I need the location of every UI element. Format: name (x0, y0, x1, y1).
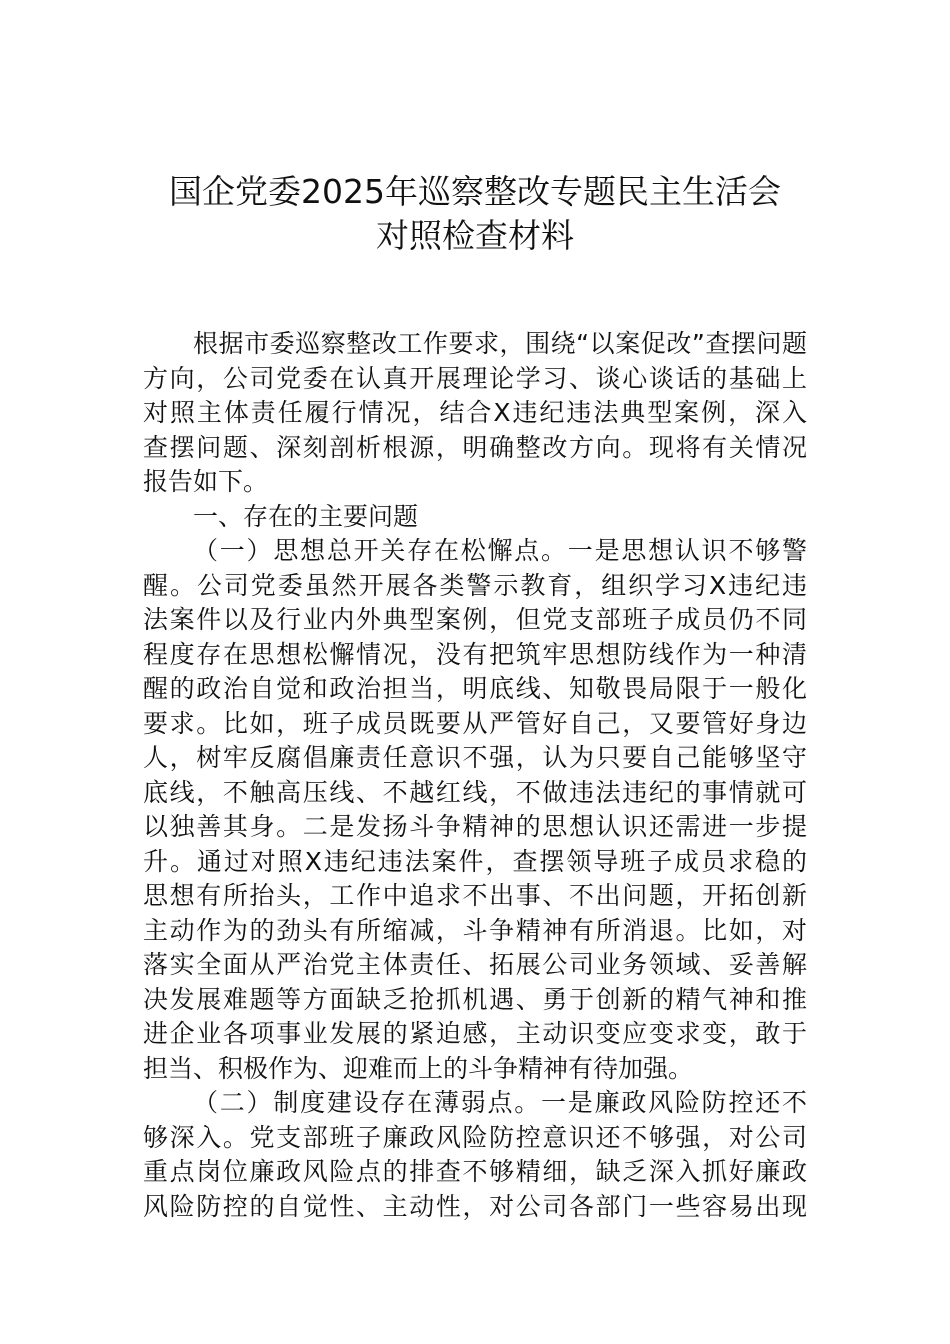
body-text-line: 查摆问题、深刻剖析根源，明确整改方向。现将有关情况 (143, 432, 807, 462)
section-heading: 一、存在的主要问题 (193, 501, 419, 531)
body-text-line: 够深入。党支部班子廉政风险防控意识还不够强，对公司 (143, 1122, 807, 1152)
body-text-line: 报告如下。 (143, 467, 269, 496)
body-text-line: 升。通过对照X违纪违法案件，查摆领导班子成员求稳的 (143, 846, 807, 876)
body-text-line: 醒。公司党委虽然开展各类警示教育，组织学习X违纪违 (143, 570, 807, 600)
body-text-line: 人，树牢反腐倡廉责任意识不强，认为只要自己能够坚守 (143, 743, 807, 772)
body-text-line: （二）制度建设存在薄弱点。一是廉政风险防控还不 (193, 1088, 807, 1117)
body-text-line: 落实全面从严治党主体责任、拓展公司业务领域、妥善解 (143, 950, 807, 979)
body-text-line: 程度存在思想松懈情况，没有把筑牢思想防线作为一种清 (143, 639, 807, 669)
body-text-line: 以独善其身。二是发扬斗争精神的思想认识还需进一步提 (143, 812, 807, 841)
body-text-line: 决发展难题等方面缺乏抢抓机遇、勇于创新的精气神和推 (143, 984, 807, 1014)
body-text-line: 对照主体责任履行情况，结合X违纪违法典型案例，深入 (143, 398, 807, 427)
body-text-line: 担当、积极作为、迎难而上的斗争精神有待加强。 (143, 1053, 694, 1083)
body-text-line: 底线，不触高压线、不越红线，不做违法违纪的事情就可 (143, 777, 807, 807)
body-text-line: 思想有所抬头，工作中追求不出事、不出问题，开拓创新 (143, 881, 807, 910)
body-text-line: 方向，公司党委在认真开展理论学习、谈心谈话的基础上 (143, 363, 807, 393)
body-text-line: （一）思想总开关存在松懈点。一是思想认识不够警 (193, 536, 807, 565)
body-text-line: 要求。比如，班子成员既要从严管好自己，又要管好身边 (143, 708, 807, 738)
body-text-line: 重点岗位廉政风险点的排查不够精细，缺乏深入抓好廉政 (143, 1157, 807, 1186)
document-title-line-2: 对照检查材料 (376, 216, 574, 255)
body-text-line: 进企业各项事业发展的紧迫感，主动识变应变求变，敢于 (143, 1019, 807, 1048)
body-text-line: 法案件以及行业内外典型案例，但党支部班子成员仍不同 (143, 605, 807, 634)
body-text-line: 醒的政治自觉和政治担当，明底线、知敬畏局限于一般化 (143, 674, 807, 703)
body-text-line: 风险防控的自觉性、主动性，对公司各部门一些容易出现 (143, 1191, 807, 1221)
document-title-line-1: 国企党委2025年巡察整改专题民主生活会 (169, 172, 781, 211)
body-text-line: 根据市委巡察整改工作要求，围绕“以案促改”查摆问题 (193, 329, 807, 358)
body-text-line: 主动作为的劲头有所缩减，斗争精神有所消退。比如，对 (143, 915, 807, 945)
